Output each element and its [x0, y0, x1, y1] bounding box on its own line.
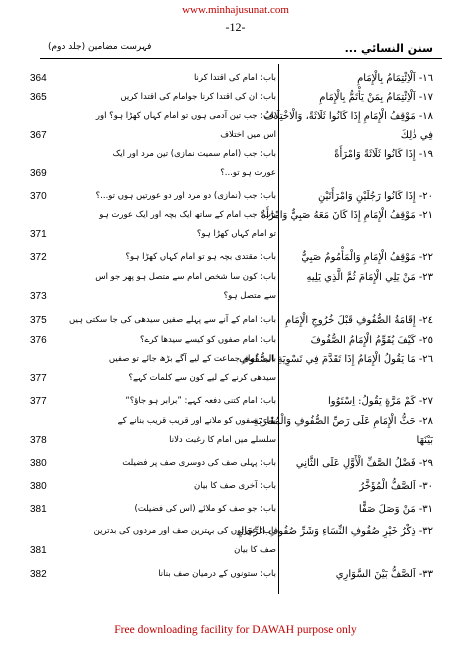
- urdu-heading: باب: جب (نمازی) دو مرد اور دو عورتیں ہوں تو...؟: [95, 191, 276, 201]
- urdu-heading: سیدھی کرنے کے لیے کون سے کلمات کہے؟: [128, 373, 276, 383]
- arabic-heading: ٢٧- كَمْ مَرَّةٍ يَقُولُ: اِسْتَوُوا: [328, 396, 433, 407]
- page-ref: 377: [30, 396, 47, 407]
- arabic-heading: ٣٣- اَلصَّفُّ بَيْنَ السَّوَارِي: [335, 569, 433, 580]
- footer-note: Free downloading facility for DAWAH purpose only: [114, 624, 357, 636]
- urdu-heading: باب: ان کی اقتدا کرنا جوامام کی اقتدا کریں: [120, 92, 276, 102]
- header-rule: [40, 58, 442, 59]
- urdu-heading: باب: امام صفوں کو کیسے سیدھا کرے؟: [139, 335, 276, 345]
- urdu-heading: باب: مقتدی بچہ ہو تو امام کہاں کھڑا ہو؟: [125, 252, 276, 262]
- urdu-heading: باب: جب امام کے ساتھ ایک بچہ اور ایک عورت ہو: [99, 210, 276, 220]
- page-ref: 378: [30, 435, 47, 446]
- arabic-heading: ٢٤- إِقَامَةُ الصُّفُوفِ قَبْلَ خُرُوجِ الْإِمَامِ: [285, 315, 433, 326]
- page-ref: 369: [30, 168, 47, 179]
- arabic-heading: ٣١- مَنْ وَصَلَ صَفًّا: [358, 504, 433, 515]
- urdu-heading: باب: پہلی صف کی دوسری صف پر فضیلت: [122, 458, 276, 468]
- page-ref: 372: [30, 252, 47, 263]
- arabic-heading: بَيْنَهَا: [416, 435, 433, 446]
- arabic-heading: ٢٩- فَضْلُ الصَّفِّ الْأَوَّلِ عَلَى الثَّانِي: [295, 458, 433, 469]
- urdu-heading: باب: جب تین آدمی ہوں تو امام کہاں کھڑا ہو؟ اور: [95, 111, 276, 121]
- right-running-title: سنن النسائي ...: [344, 42, 433, 55]
- arabic-heading: ٢٠- إِذَا كَانُوا رَجُلَيْنِ وَامْرَأَتَيْنِ: [317, 191, 433, 202]
- page-ref: 380: [30, 458, 47, 469]
- page-ref: 381: [30, 504, 47, 515]
- urdu-heading: باب: جب (امام سمیت نمازی) تین مرد اور ایک: [112, 149, 276, 159]
- urdu-heading: باب: امام جماعت کے لیے آگے بڑھ جائے تو صفیں: [108, 354, 276, 364]
- page-ref: 371: [30, 229, 47, 240]
- arabic-heading: ٢١- مَوْقِفُ الْإِمَامِ إِذَا كَانَ مَعَهُ صَبِيٌّ وَامْرَأَةٌ: [260, 210, 433, 221]
- site-url[interactable]: www.minhajusunat.com: [182, 4, 289, 16]
- arabic-heading: ٢٣- مَنْ يَلِي الْإِمَامَ ثُمَّ الَّذِي يَلِيهِ: [306, 272, 433, 283]
- arabic-heading: ٢٨- حَثُّ الْإِمَامِ عَلَى رَصِّ الصُّفُوفِ وَالْمُقَارَبَةِ: [253, 416, 433, 427]
- urdu-heading: صف کا بیان: [234, 545, 276, 555]
- urdu-heading: اس میں اختلاف: [220, 130, 276, 140]
- page-ref: 373: [30, 291, 47, 302]
- arabic-heading: ١٦- اَلْاِئْتِمَامُ بِالْإِمَامِ: [357, 73, 433, 84]
- page-ref: 377: [30, 373, 47, 384]
- page-ref: 380: [30, 481, 47, 492]
- arabic-heading: ٢٥- كَيْفَ يُقَوِّمُ الْإِمَامُ الصُّفُوفَ: [310, 335, 433, 346]
- arabic-heading: ٣٠- اَلصَّفُّ الْمُؤَخَّرُ: [359, 481, 433, 492]
- arabic-heading: ١٩- إِذَا كَانُوا ثَلَاثَةً وَامْرَأَةً: [334, 149, 433, 160]
- arabic-heading: ٢٦- مَا يَقُولُ الْإِمَامُ إِذَا تَقَدَّمَ فِي تَسْوِيَةِ الصُّفُوفِ: [239, 354, 433, 365]
- urdu-heading: باب: عورتوں کی بہترین صف اور مردوں کی بدترین: [93, 526, 276, 536]
- page-ref: 364: [30, 73, 47, 84]
- urdu-heading: باب: کون سا شخص امام سے متصل ہو پھر جو اس: [95, 272, 276, 282]
- urdu-heading: تو امام کہاں کھڑا ہو؟: [196, 229, 276, 239]
- arabic-heading: فِي ذٰلِكَ: [400, 130, 433, 141]
- page-ref: 375: [30, 315, 47, 326]
- page-ref: 376: [30, 335, 47, 346]
- arabic-heading: ٣٢- ذِكْرُ خَيْرِ صُفُوفِ النِّسَاءِ وَشَرِّ صُفُوفِ الرِّجَالِ: [236, 526, 433, 537]
- page-ref: 382: [30, 569, 47, 580]
- urdu-heading: باب: ستونوں کے درمیان صف بنانا: [158, 569, 276, 579]
- arabic-heading: ١٨- مَوْقِفُ الْإِمَامِ إِذَا كَانُوا ثَلَاثَةً، وَالْاخْتِلَافُ: [263, 111, 433, 122]
- urdu-heading: عورت ہو تو...؟: [220, 168, 276, 178]
- urdu-heading: باب: صفوں کو ملانے اور قریب قریب بنانے کے: [117, 416, 276, 426]
- urdu-heading: باب: امام کی اقتدا کرنا: [193, 73, 276, 83]
- urdu-heading: سے متصل ہو؟: [223, 291, 276, 301]
- urdu-heading: باب: جو صف کو ملائے (اس کی فضیلت): [134, 504, 276, 514]
- page-ref: 365: [30, 92, 47, 103]
- urdu-heading: باب: امام کتنی دفعہ کہے: ”برابر ہو جاؤ؟“: [125, 396, 276, 406]
- urdu-heading: باب: آخری صف کا بیان: [193, 481, 276, 491]
- urdu-heading: سلسلے میں امام کا رغبت دلانا: [169, 435, 276, 445]
- page-ref: 367: [30, 130, 47, 141]
- arabic-heading: ٢٢- مَوْقِفُ الْإِمَامِ وَالْمَأْمُومُ صَبِيٌّ: [301, 252, 433, 263]
- page-ref: 381: [30, 545, 47, 556]
- urdu-heading: باب: امام کے آنے سے پہلے صفیں سیدھی کی جا سکتی ہیں: [68, 315, 276, 325]
- arabic-heading: ١٧- اَلْاِئْتِمَامُ بِمَنْ يَأْتَمُّ بِالْإِمَامِ: [319, 92, 433, 103]
- left-running-title: فہرست مضامین (جلد دوم): [48, 42, 152, 52]
- page-ref: 370: [30, 191, 47, 202]
- page-number: -12-: [225, 20, 246, 34]
